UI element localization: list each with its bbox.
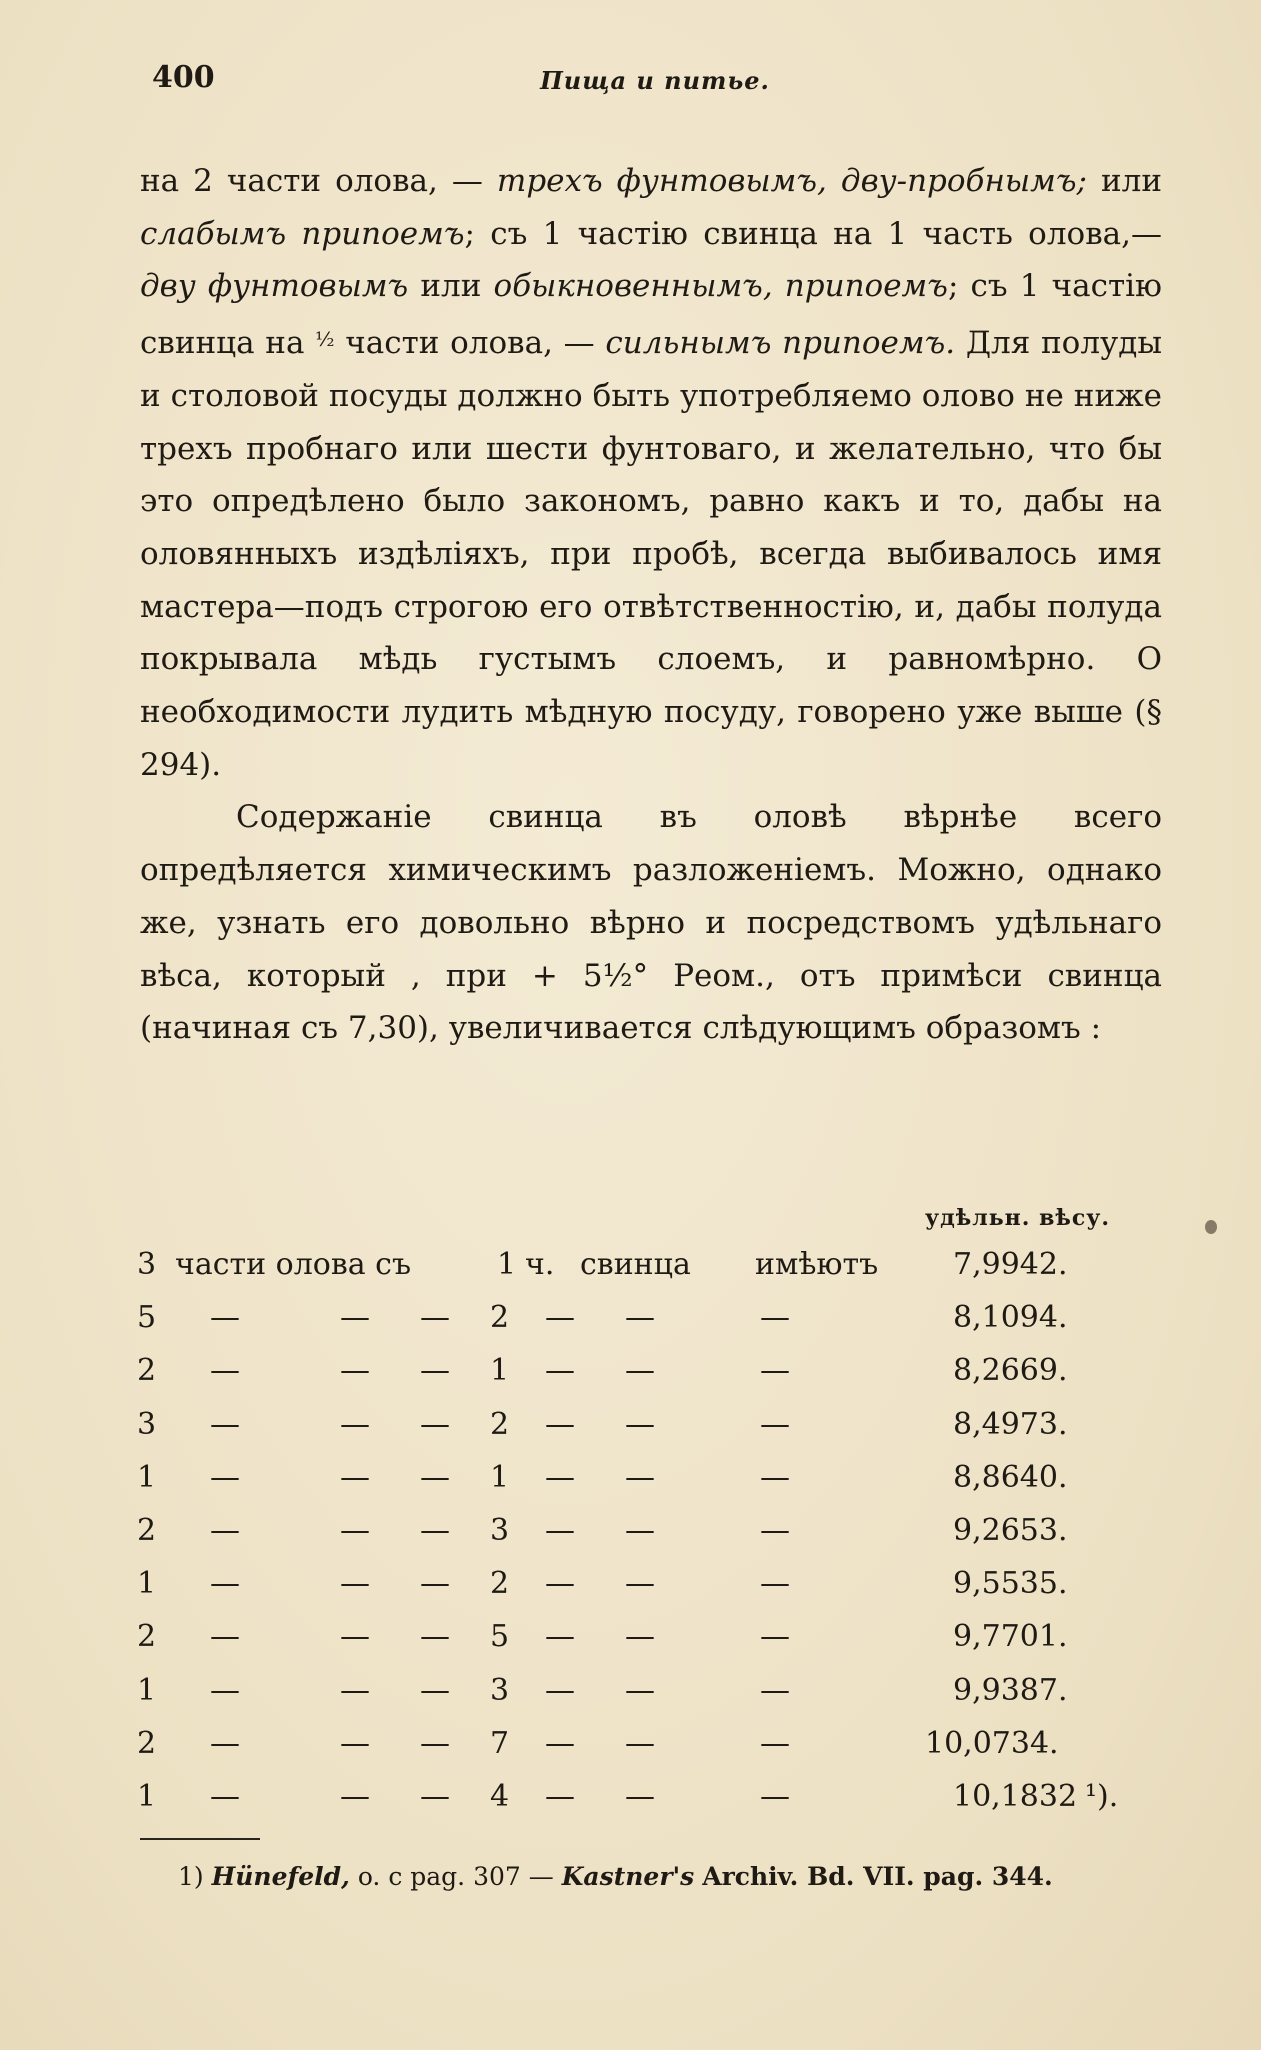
ditto-dash: — bbox=[340, 1725, 370, 1761]
footnote-ref-2: Archiv. Bd. VII. pag. 344. bbox=[702, 1862, 1053, 1891]
ditto-dash: — bbox=[760, 1566, 790, 1602]
footnote-author-2: Kastner's bbox=[561, 1862, 695, 1891]
ditto-dash: — bbox=[545, 1406, 575, 1442]
ditto-dash: — bbox=[545, 1566, 575, 1602]
tin-parts: 1 bbox=[137, 1672, 157, 1708]
ditto-dash: — bbox=[420, 1725, 450, 1761]
body-text bbox=[140, 155, 1162, 1055]
tin-parts: 2 bbox=[137, 1353, 157, 1389]
table-row bbox=[135, 1619, 1155, 1671]
fraction-half: ½ bbox=[315, 327, 335, 352]
table-row bbox=[135, 1513, 1155, 1565]
ditto-dash: — bbox=[210, 1779, 240, 1814]
ditto-dash: — bbox=[340, 1779, 370, 1814]
table-row bbox=[135, 1247, 1155, 1299]
p1-text-6: части олова, — bbox=[345, 325, 595, 362]
ditto-dash: — bbox=[545, 1779, 575, 1814]
ditto-dash: — bbox=[625, 1353, 655, 1389]
p1-text-5: ; съ 1 частію свинца на bbox=[140, 268, 1163, 362]
ditto-dash: — bbox=[625, 1459, 655, 1495]
tin-parts: 5 bbox=[137, 1300, 157, 1336]
ditto-dash: — bbox=[420, 1566, 450, 1602]
p1-italic-5: сильнымъ припоемъ. bbox=[605, 325, 956, 362]
ditto-dash: — bbox=[210, 1353, 240, 1389]
lead-parts: 3 bbox=[490, 1513, 510, 1548]
p1-text-4: или bbox=[420, 268, 482, 305]
specific-gravity-value: 10,1832 bbox=[953, 1779, 1078, 1814]
specific-gravity-value: 8,8640. bbox=[953, 1459, 1068, 1495]
tin-parts: 1 bbox=[137, 1459, 157, 1495]
ditto-dash: — bbox=[210, 1300, 240, 1336]
row-label-lead: свинца bbox=[580, 1247, 691, 1282]
paragraph-1 bbox=[140, 155, 1162, 791]
table-row bbox=[135, 1779, 1155, 1831]
ditto-dash: — bbox=[340, 1353, 370, 1389]
ditto-dash: — bbox=[210, 1459, 240, 1495]
table-row bbox=[135, 1300, 1155, 1352]
ditto-dash: — bbox=[760, 1725, 790, 1761]
ditto-dash: — bbox=[625, 1513, 655, 1548]
lead-parts: 1 bbox=[497, 1247, 517, 1282]
ditto-dash: — bbox=[420, 1513, 450, 1548]
footnote-rule bbox=[140, 1838, 260, 1840]
p1-text-1: на 2 части олова, — bbox=[140, 163, 483, 199]
footnote-marker: 1) bbox=[178, 1862, 204, 1891]
specific-gravity-value: 10,0734. bbox=[925, 1725, 1059, 1761]
p1-italic-4: обыкновеннымъ, припоемъ bbox=[493, 268, 948, 305]
page-number: 400 bbox=[152, 60, 215, 95]
ditto-dash: — bbox=[545, 1459, 575, 1495]
table-row bbox=[135, 1673, 1155, 1725]
p1-text-2: или bbox=[1100, 163, 1162, 199]
tin-parts: 2 bbox=[137, 1513, 157, 1548]
page-header bbox=[150, 60, 1160, 110]
lead-parts: 7 bbox=[490, 1725, 510, 1761]
lead-parts: 4 bbox=[490, 1779, 510, 1814]
specific-gravity-value: 7,9942. bbox=[953, 1247, 1068, 1282]
ditto-dash: — bbox=[210, 1672, 240, 1708]
ditto-dash: — bbox=[760, 1779, 790, 1814]
paragraph-2: Содержаніе свинца въ оловѣ вѣрнѣе всего опредѣляется химическимъ разложеніемъ. Можно, однако же, узнать его довольно вѣрно и посредствомъ удѣльнаго вѣса, который , при + 5½° Реом., отъ примѣси свинца (начиная съ 7,30), увеличивается слѣдующимъ образомъ : bbox=[140, 799, 1162, 1047]
lead-parts: 2 bbox=[490, 1566, 510, 1602]
ditto-dash: — bbox=[340, 1459, 370, 1495]
specific-gravity-value: 8,4973. bbox=[953, 1406, 1068, 1442]
ditto-dash: — bbox=[420, 1779, 450, 1814]
specific-gravity-value: 9,2653. bbox=[953, 1513, 1068, 1548]
ditto-dash: — bbox=[625, 1619, 655, 1655]
ditto-dash: — bbox=[210, 1406, 240, 1442]
tin-parts: 2 bbox=[137, 1725, 157, 1761]
p1-text-7: Для полуды и столовой посуды должно быть употребляемо олово не ниже трехъ пробнаго или шести фунтоваго, и желательно, что бы это опредѣлено было закономъ, равно какъ и то, дабы на оловянныхъ издѣліяхъ, при пробѣ, всегда выбивалось имя мастера—подъ строгою его отвѣтственностію, и, дабы полуда покрывала мѣдь густымъ слоемъ, и равномѣрно. О необходимости лудить мѣдную посуду, говорено уже выше (§ 294). bbox=[140, 325, 1163, 783]
ditto-dash: — bbox=[760, 1672, 790, 1708]
ditto-dash: — bbox=[760, 1459, 790, 1495]
ditto-dash: — bbox=[420, 1300, 450, 1336]
ditto-dash: — bbox=[545, 1672, 575, 1708]
ditto-dash: — bbox=[340, 1566, 370, 1602]
lead-parts: 1 bbox=[490, 1353, 510, 1389]
ditto-dash: — bbox=[625, 1300, 655, 1336]
lead-parts: 3 bbox=[490, 1672, 510, 1708]
ditto-dash: — bbox=[340, 1672, 370, 1708]
tin-parts: 3 bbox=[137, 1406, 157, 1442]
ditto-dash: — bbox=[420, 1406, 450, 1442]
table-row bbox=[135, 1566, 1155, 1618]
tin-parts: 1 bbox=[137, 1566, 157, 1602]
ditto-dash: — bbox=[545, 1513, 575, 1548]
ditto-dash: — bbox=[210, 1725, 240, 1761]
ditto-dash: — bbox=[420, 1459, 450, 1495]
ink-spot bbox=[1205, 1220, 1217, 1234]
tin-parts: 3 bbox=[137, 1247, 157, 1282]
ditto-dash: — bbox=[625, 1672, 655, 1708]
ditto-dash: — bbox=[210, 1513, 240, 1548]
ditto-dash: — bbox=[545, 1300, 575, 1336]
ditto-dash: — bbox=[340, 1406, 370, 1442]
ditto-dash: — bbox=[625, 1725, 655, 1761]
footnote-author: Hünefeld, bbox=[211, 1862, 350, 1891]
ditto-dash: — bbox=[210, 1566, 240, 1602]
specific-gravity-value: 9,5535. bbox=[953, 1566, 1068, 1602]
p1-italic-2: слабымъ припоемъ bbox=[140, 215, 465, 252]
specific-gravity-value: 9,7701. bbox=[953, 1619, 1068, 1655]
row-label-verb: имѣютъ bbox=[755, 1247, 879, 1282]
ditto-dash: — bbox=[760, 1300, 790, 1336]
ditto-dash: — bbox=[625, 1779, 655, 1814]
table-row bbox=[135, 1353, 1155, 1405]
ditto-dash: — bbox=[545, 1619, 575, 1655]
row-label-ch: ч. bbox=[525, 1247, 555, 1282]
ditto-dash: — bbox=[420, 1353, 450, 1389]
ditto-dash: — bbox=[545, 1725, 575, 1761]
table-row bbox=[135, 1460, 1155, 1512]
lead-parts: 1 bbox=[490, 1459, 510, 1495]
p1-italic-3: дву фунтовымъ bbox=[140, 268, 409, 305]
ditto-dash: — bbox=[545, 1353, 575, 1389]
ditto-dash: — bbox=[210, 1619, 240, 1655]
p1-text-3: ; съ 1 частію свинца на 1 часть олова,— bbox=[464, 215, 1162, 252]
lead-parts: 5 bbox=[490, 1619, 510, 1655]
specific-gravity-value: 8,1094. bbox=[953, 1300, 1068, 1336]
ditto-dash: — bbox=[625, 1406, 655, 1442]
tin-parts: 2 bbox=[137, 1619, 157, 1655]
ditto-dash: — bbox=[420, 1619, 450, 1655]
ditto-dash: — bbox=[340, 1300, 370, 1336]
ditto-dash: — bbox=[760, 1513, 790, 1548]
ditto-dash: — bbox=[340, 1513, 370, 1548]
ditto-dash: — bbox=[760, 1353, 790, 1389]
lead-parts: 2 bbox=[490, 1300, 510, 1336]
tin-parts: 1 bbox=[137, 1779, 157, 1814]
footnote-ref-marker: ¹). bbox=[1085, 1779, 1119, 1814]
footnote-ref-1: o. c pag. 307 — bbox=[357, 1862, 554, 1891]
lead-parts: 2 bbox=[490, 1406, 510, 1442]
table-row bbox=[135, 1407, 1155, 1459]
p1-italic-1: трехъ фунтовымъ, дву-пробнымъ; bbox=[496, 163, 1087, 199]
row-label: части олова съ bbox=[175, 1247, 412, 1282]
running-title: Пища и питье. bbox=[540, 66, 770, 95]
table-row bbox=[135, 1726, 1155, 1778]
column-header: удѣльн. вѣсу. bbox=[925, 1205, 1110, 1231]
ditto-dash: — bbox=[340, 1619, 370, 1655]
ditto-dash: — bbox=[760, 1619, 790, 1655]
ditto-dash: — bbox=[625, 1566, 655, 1602]
ditto-dash: — bbox=[420, 1672, 450, 1708]
ditto-dash: — bbox=[760, 1406, 790, 1442]
specific-gravity-value: 9,9387. bbox=[953, 1672, 1068, 1708]
specific-gravity-value: 8,2669. bbox=[953, 1353, 1068, 1389]
footnote bbox=[178, 1862, 1053, 1891]
